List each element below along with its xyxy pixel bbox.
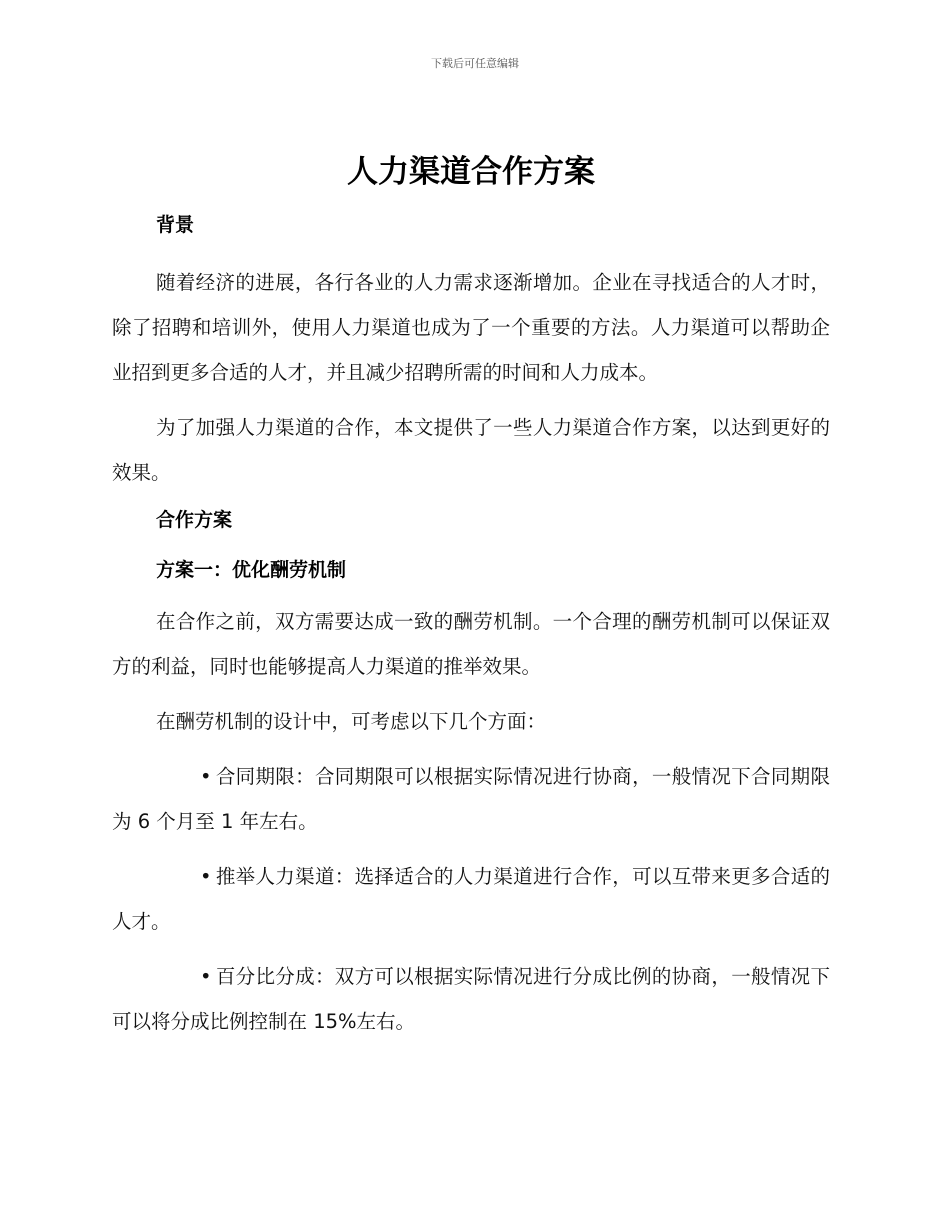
section-heading-background: 背景 <box>156 214 195 236</box>
document-body <box>112 146 830 1054</box>
bullet-dot-icon: • <box>200 765 212 788</box>
page-header-note: 下载后可任意编辑 <box>431 57 519 70</box>
bullet-text: 推举人力渠道：选择适合的人力渠道进行合作，可以互带来更多合适的人才。 <box>112 865 830 933</box>
background-paragraph-1: 随着经济的进展，各行各业的人力需求逐渐增加。企业在寻找适合的人才时，除了招聘和培训外，使用人力渠道也成为了一个重要的方法。人力渠道可以帮助企业招到更多合适的人才，并且减少招聘所需的时间和人力成本。 <box>112 271 830 384</box>
bullet-text: 百分比分成：双方可以根据实际情况进行分成比例的协商，一般情况下可以将分成比例控制在 15%左右。 <box>112 965 830 1033</box>
document-title: 人力渠道合作方案 <box>347 154 595 190</box>
bullet-item <box>112 854 830 944</box>
section-heading-plan: 合作方案 <box>156 509 233 531</box>
bullet-dot-icon: • <box>200 965 212 988</box>
bullet-dot-icon: • <box>200 865 212 888</box>
bullet-text: 合同期限：合同期限可以根据实际情况进行协商，一般情况下合同期限为 6 个月至 1 年左右。 <box>112 765 830 833</box>
bullet-item <box>112 754 830 844</box>
subsection-heading-plan1: 方案一：优化酬劳机制 <box>156 559 347 581</box>
plan1-paragraph-2: 在酬劳机制的设计中，可考虑以下几个方面： <box>156 710 547 733</box>
bullet-item <box>112 954 830 1044</box>
plan1-paragraph-1: 在合作之前，双方需要达成一致的酬劳机制。一个合理的酬劳机制可以保证双方的利益，同时也能够提高人力渠道的推举效果。 <box>112 610 830 678</box>
background-paragraph-2: 为了加强人力渠道的合作，本文提供了一些人力渠道合作方案，以达到更好的效果。 <box>112 416 830 484</box>
